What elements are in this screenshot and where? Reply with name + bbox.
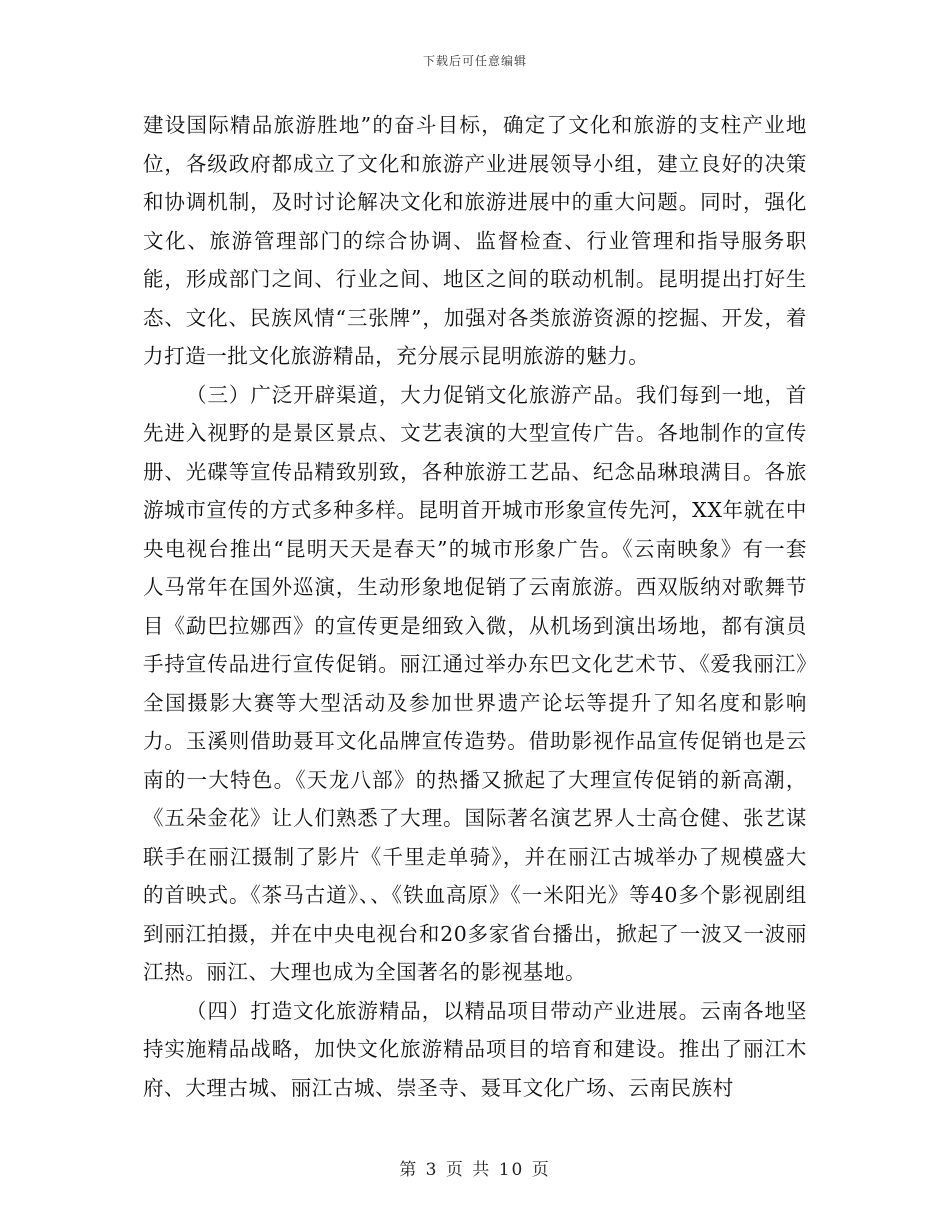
page-header-note: 下载后可任意编辑	[422, 54, 527, 68]
paragraph-section-three: （三）广泛开辟渠道，大力促销文化旅游产品。我们每到一地，首先进入视野的是景区景点、文艺表演的大型宣传广告。各地制作的宣传册、光碟等宣传品精致别致，各种旅游工艺品、纪念品琳琅满目。各旅游城市宣传的方式多种多样。昆明首开城市形象宣传先河，XX年就在中央电视台推出“昆明天天是春天”的城市形象广告。《云南映象》有一套人马常年在国外巡演，生动形象地促销了云南旅游。西双版纳对歌舞节目《勐巴拉娜西》的宣传更是细致入微，从机场到演出场地，都有演员手持宣传品进行宣传促销。丽江通过举办东巴文化艺术节、《爱我丽江》全国摄影大赛等大型活动及参加世界遗产论坛等提升了知名度和影响力。玉溪则借助聂耳文化品牌宣传造势。借助影视作品宣传促销也是云南的一大特色。《天龙八部》的热播又掀起了大理宣传促销的新高潮，《五朵金花》让人们熟悉了大理。国际著名演艺界人士高仓健、张艺谋联手在丽江摄制了影片《千里走单骑》，并在丽江古城举办了规模盛大的首映式。《茶马古道》、、《铁血高原》《一米阳光》等40多个影视剧组到丽江拍摄，并在中央电视台和20多家省台播出，掀起了一波又一波丽江热。丽江、大理也成为全国著名的影视基地。	[143, 382, 807, 984]
paragraph-continuation: 建设国际精品旅游胜地”的奋斗目标，确定了文化和旅游的支柱产业地位，各级政府都成立了文化和旅游产业进展领导小组，建立良好的决策和协调机制，及时讨论解决文化和旅游进展中的重大问题。同时，强化文化、旅游管理部门的综合协调、监督检查、行业管理和指导服务职能，形成部门之间、行业之间、地区之间的联动机制。昆明提出打好生态、文化、民族风情“三张牌”，加强对各类旅游资源的挖掘、开发，着力打造一批文化旅游精品，充分展示昆明旅游的魅力。	[143, 113, 807, 368]
document-body	[143, 106, 807, 1107]
page-number-footer: 第 3 页 共 10 页	[399, 1160, 551, 1180]
paragraph-section-four: （四）打造文化旅游精品，以精品项目带动产业进展。云南各地坚持实施精品战略，加快文化旅游精品项目的培育和建设。推出了丽江木府、大理古城、丽江古城、崇圣寺、聂耳文化广场、云南民族村	[143, 998, 807, 1100]
